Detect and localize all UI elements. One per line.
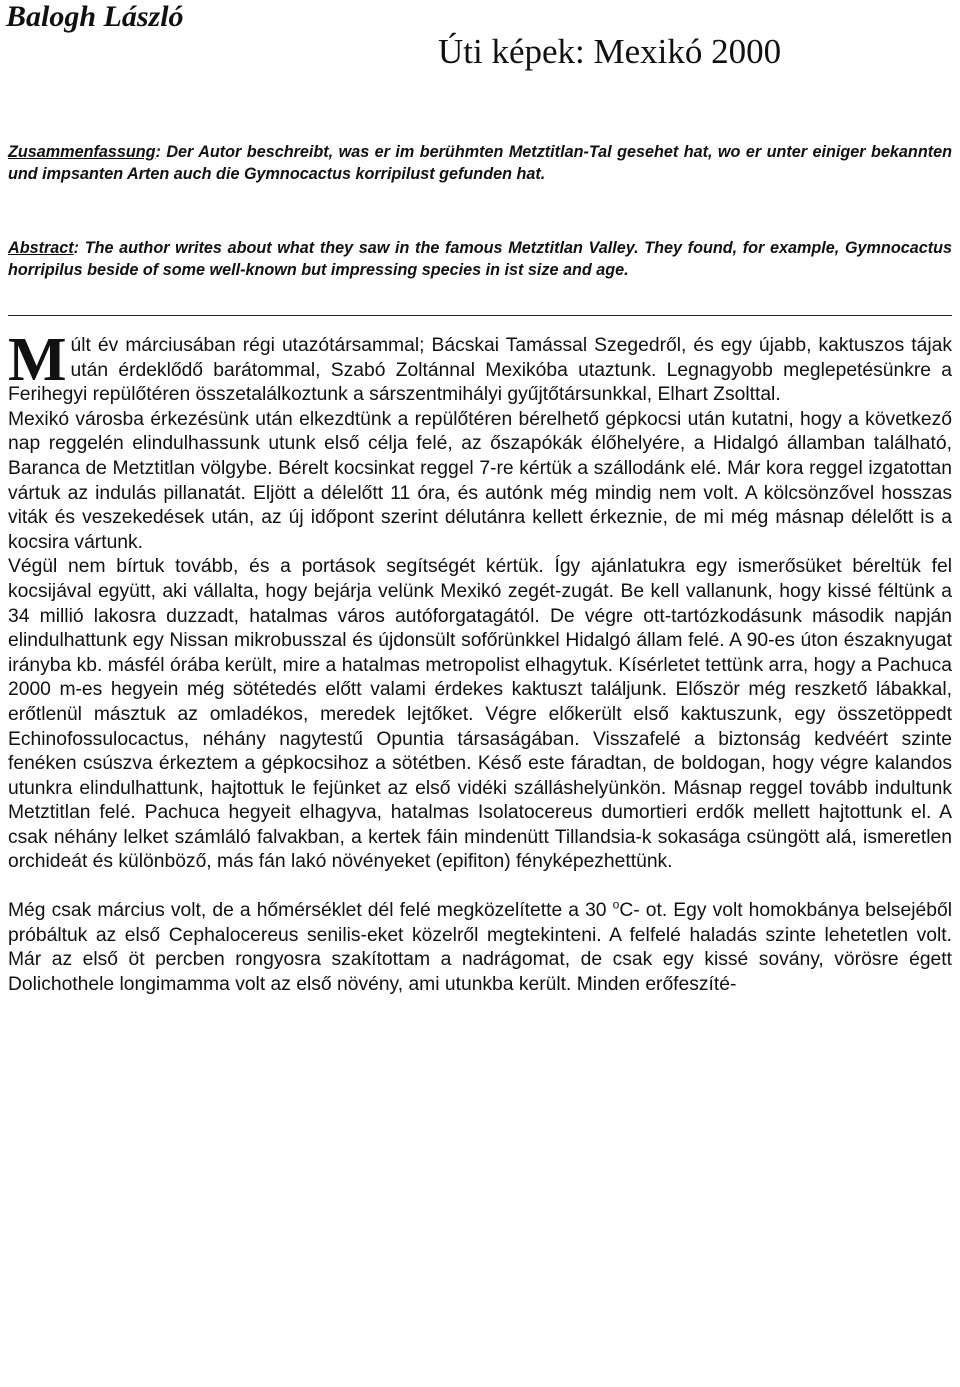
summary-german-text: : Der Autor beschreibt, was er im berühmten Metztitlan-Tal gesehet hat, wo er unter einiger bekannten und impsanten Arten auch die Gymnocactus korripilust gefunden hat. bbox=[8, 143, 952, 183]
section-divider bbox=[8, 315, 952, 316]
abstract-english bbox=[8, 237, 952, 281]
author-name: Balogh László bbox=[6, 0, 184, 33]
abstract-english-label: Abstract bbox=[8, 239, 74, 257]
paragraph-2: Mexikó városba érkezésünk után elkezdtünk a repülőtéren bérelhető gépkocsi után kutatni, hogy a következő nap reggelén elindulhassunk utunk első célja felé, az őszapókák élőhelyére, a Hidalgó államban található, Baranca de Metztitlan völgybe. Bérelt kocsinkat reggel 7-re kértük a szállodánk elé. Már kora reggel izgatottan vártuk az indulás pillanatát. Eljött a délelőtt 11 óra, és autónk még mindig nem volt. A kölcsönzővel hosszas viták és veszekedések után, az új időpont szerint délutánra kellett érkeznie, de mi még másnap délelőtt is a kocsira vártunk. bbox=[8, 408, 952, 553]
paragraph-4-text-b: C- ot. Egy volt homokbánya belsejéből próbáltuk az első Cephalocereus senilis-eket közelről megtekinteni. A felfelé haladás szinte lehetetlen volt. Már az első öt percben rongyosra szakítottam a nadrágomat, de csak egy kissé sovány, vörösre égett Dolichothele longimamma volt az első növény, ami utunkba került. Minden erőfeszíté- bbox=[8, 900, 952, 995]
abstract-english-text: : The author writes about what they saw in the famous Metztitlan Valley. They found, for example, Gymnocactus horripilus beside of some well-known but impressing species in ist size and age. bbox=[8, 239, 952, 279]
drop-cap: M bbox=[8, 326, 67, 394]
paragraph-1-text: últ év márciusában régi utazótársammal; Bácskai Tamással Szegedről, és egy újabb, kaktuszos tájak után érdeklődő barátommal, Szabó Zoltánnal Mexikóba utaztunk. Legnagyobb meglepetésünkre a Ferihegyi repülőtéren összetalálkoztunk a sárszentmihályi gyűjtőtársunkkal, Elhart Zsolttal. bbox=[8, 335, 952, 406]
summary-german-label: Zusammenfassung bbox=[8, 143, 156, 161]
article-body bbox=[8, 326, 952, 997]
paragraph-3: Végül nem bírtuk tovább, és a portások segítségét kértük. Így ajánlatukra egy ismerősüket béreltük fel kocsijával együtt, aki vállalta, hogy bejárja velünk Mexikó zegét-zugát. Be kell vallanunk, hogy kissé féltünk a 34 millió lakosra duzzadt, hatalmas város autóforgatagától. De végre ott-tartózkodásunk második napján elindulhattunk egy Nissan mikrobusszal és újdonsült sofőrünkkel Hidalgó állam felé. A 90-es úton északnyugat irányba kb. másfél órába került, mire a hatalmas metropolist elhagytuk. Kísérletet tettünk arra, hogy a Pachuca 2000 m-es hegyein még sötétedés előtt valami érdekes kaktuszt találjunk. Először még reszkető lábakkal, erőtlenül másztuk az omladékos, meredek lejtőket. Végre előkerült első kaktuszunk, egy összetöppedt Echinofossulocactus, néhány nagytestű Opuntia társaságában. Visszafelé a biztonság kedvéért szinte fenéken csúszva érkeztem a gépkocsihoz a sötétben. Késő este fáradtan, de boldogan, hogy végre kalandos utunkra elindulhattunk, hajtottuk le fejünket az első vidéki szálláshelyünkön. Másnap reggel tovább indultunk Metztitlan felé. Pachuca hegyeit elhagyva, hatalmas Isolatocereus dumortieri erdők mellett hajtottunk el. A csak néhány lelket számláló falvakban, a kertek fáin mindenütt Tillandsia-k sokasága csüngött alá, ismeretlen orchideát és különböző, más fán lakó növényeket (epifiton) fényképezhettünk. bbox=[8, 556, 952, 873]
paragraph-4 bbox=[8, 899, 952, 997]
paragraph-4-text-a: Még csak március volt, de a hőmérséklet dél felé megközelítette a 30 bbox=[8, 900, 613, 922]
article-title: Úti képek: Mexikó 2000 bbox=[438, 32, 782, 71]
summary-german bbox=[8, 141, 952, 185]
degree-sign: o bbox=[612, 897, 620, 912]
paragraph-1 bbox=[8, 326, 952, 408]
